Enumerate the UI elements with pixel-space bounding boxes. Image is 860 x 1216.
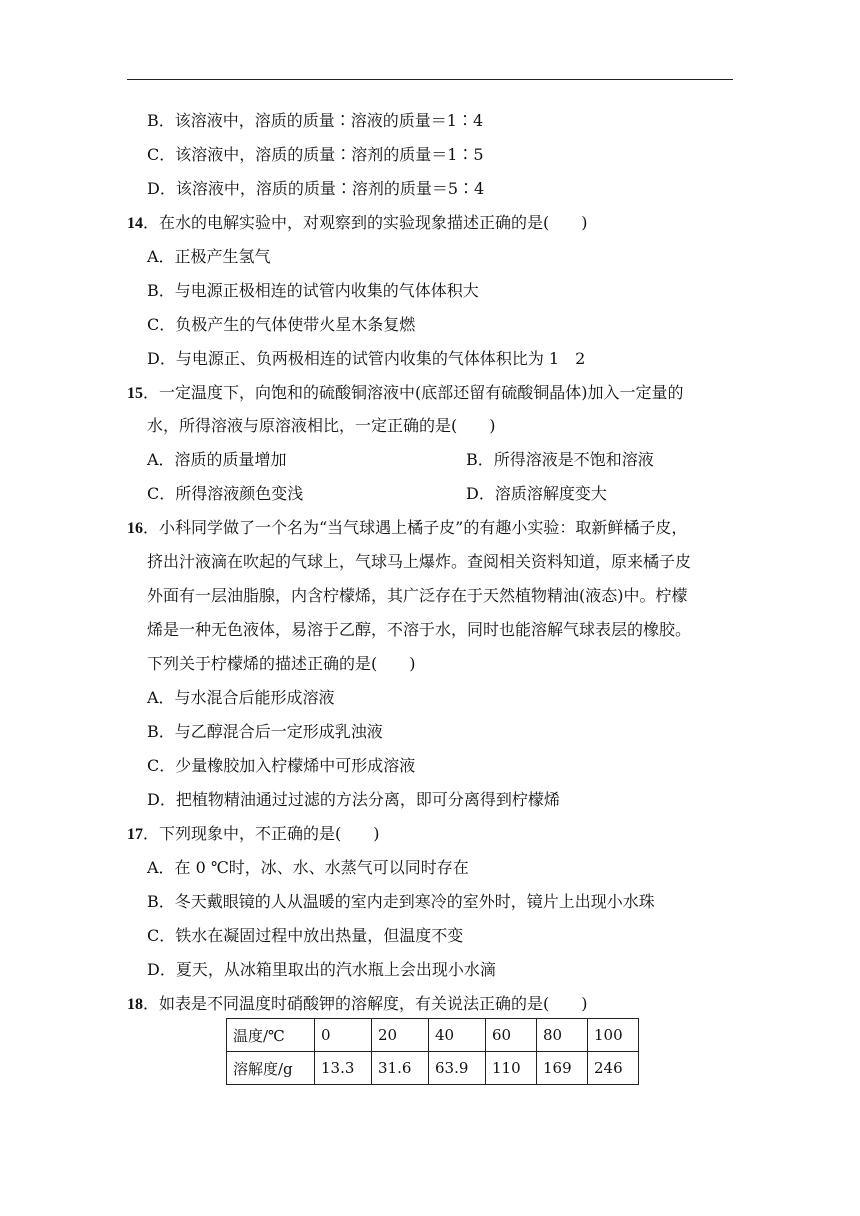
q18-stem-text: ．如表是不同温度时硝酸钾的溶解度，有关说法正确的是( ) (143, 994, 588, 1013)
q17-option-b: B．冬天戴眼镜的人从温暖的室内走到寒冷的室外时，镜片上出现小水珠 (147, 892, 655, 911)
q15-stem-text1: ．一定温度下，向饱和的硫酸铜溶液中(底部还留有硫酸铜晶体)加入一定量的 (143, 383, 684, 402)
q14-option-d: D．与电源正、负两极相连的试管内收集的气体体积比为 1 2 (147, 349, 586, 368)
table-cell: 246 (588, 1052, 639, 1085)
q14-number: 14 (127, 215, 143, 232)
q17-option-a: A．在 0 ℃时，冰、水、水蒸气可以同时存在 (147, 858, 469, 877)
q16-stem-line4: 烯是一种无色液体，易溶于乙醇，不溶于水，同时也能溶解气球表层的橡胶。 (147, 620, 692, 639)
table-cell: 110 (486, 1052, 537, 1085)
table-cell: 100 (588, 1019, 639, 1052)
table-row-temperature (227, 1019, 639, 1052)
table-cell: 40 (429, 1019, 486, 1052)
q15-option-d: D．溶质溶解度变大 (466, 484, 607, 503)
q17-number: 17 (127, 826, 143, 843)
table-cell: 80 (537, 1019, 588, 1052)
q15-number: 15 (127, 385, 143, 402)
q14-option-a: A．正极产生氢气 (147, 247, 271, 266)
q16-stem-line3: 外面有一层油脂腺，内含柠檬烯，其广泛存在于天然植物精油(液态)中。柠檬 (147, 586, 688, 605)
q15-option-c: C．所得溶液颜色变浅 (147, 484, 304, 503)
q18-stem (127, 994, 588, 1014)
q16-option-b: B．与乙醇混合后一定形成乳浊液 (147, 722, 383, 741)
table-row-solubility (227, 1052, 639, 1085)
q16-stem-line1 (127, 518, 687, 538)
q16-option-c: C．少量橡胶加入柠檬烯中可形成溶液 (147, 756, 416, 775)
q17-stem (127, 824, 380, 844)
q17-stem-text: ．下列现象中，不正确的是( ) (143, 824, 380, 843)
table-cell: 0 (315, 1019, 372, 1052)
q13-option-d: D．该溶液中，溶质的质量∶溶剂的质量＝5∶4 (147, 179, 485, 198)
q16-stem-line2: 挤出汁液滴在吹起的气球上，气球马上爆炸。查阅相关资料知道，原来橘子皮 (147, 552, 692, 571)
table-cell: 溶解度/g (227, 1052, 315, 1085)
q17-option-d: D．夏天，从冰箱里取出的汽水瓶上会出现小水滴 (147, 960, 496, 979)
table-cell: 169 (537, 1052, 588, 1085)
q16-stem-text1: ．小科同学做了一个名为“当气球遇上橘子皮”的有趣小实验：取新鲜橘子皮， (143, 518, 688, 537)
q14-option-c: C．负极产生的气体使带火星木条复燃 (147, 315, 416, 334)
table-cell: 60 (486, 1019, 537, 1052)
q16-option-d: D．把植物精油通过过滤的方法分离，即可分离得到柠檬烯 (147, 790, 560, 809)
solubility-table (226, 1018, 639, 1085)
table-cell: 13.3 (315, 1052, 372, 1085)
q15-option-b: B．所得溶液是不饱和溶液 (466, 450, 654, 469)
q16-option-a: A．与水混合后能形成溶液 (147, 688, 335, 707)
q16-number: 16 (127, 520, 143, 537)
table-cell: 63.9 (429, 1052, 486, 1085)
table-cell: 31.6 (372, 1052, 429, 1085)
header-rule (127, 79, 733, 80)
table-cell: 20 (372, 1019, 429, 1052)
q17-option-c: C．铁水在凝固过程中放出热量，但温度不变 (147, 926, 464, 945)
q14-stem-text: ．在水的电解实验中，对观察到的实验现象描述正确的是( ) (143, 213, 588, 232)
q14-stem (127, 213, 588, 233)
table-cell: 温度/℃ (227, 1019, 315, 1052)
q13-option-b: B．该溶液中，溶质的质量∶溶液的质量＝1∶4 (147, 111, 484, 130)
q15-stem-line2: 水，所得溶液与原溶液相比，一定正确的是( ) (147, 416, 496, 435)
q14-option-b: B．与电源正极相连的试管内收集的气体体积大 (147, 281, 479, 300)
q15-stem-line1 (127, 383, 684, 403)
q15-option-a: A．溶质的质量增加 (147, 450, 287, 469)
q16-stem-line5: 下列关于柠檬烯的描述正确的是( ) (147, 654, 416, 673)
q13-option-c: C．该溶液中，溶质的质量∶溶剂的质量＝1∶5 (147, 145, 484, 164)
q18-number: 18 (127, 996, 143, 1013)
